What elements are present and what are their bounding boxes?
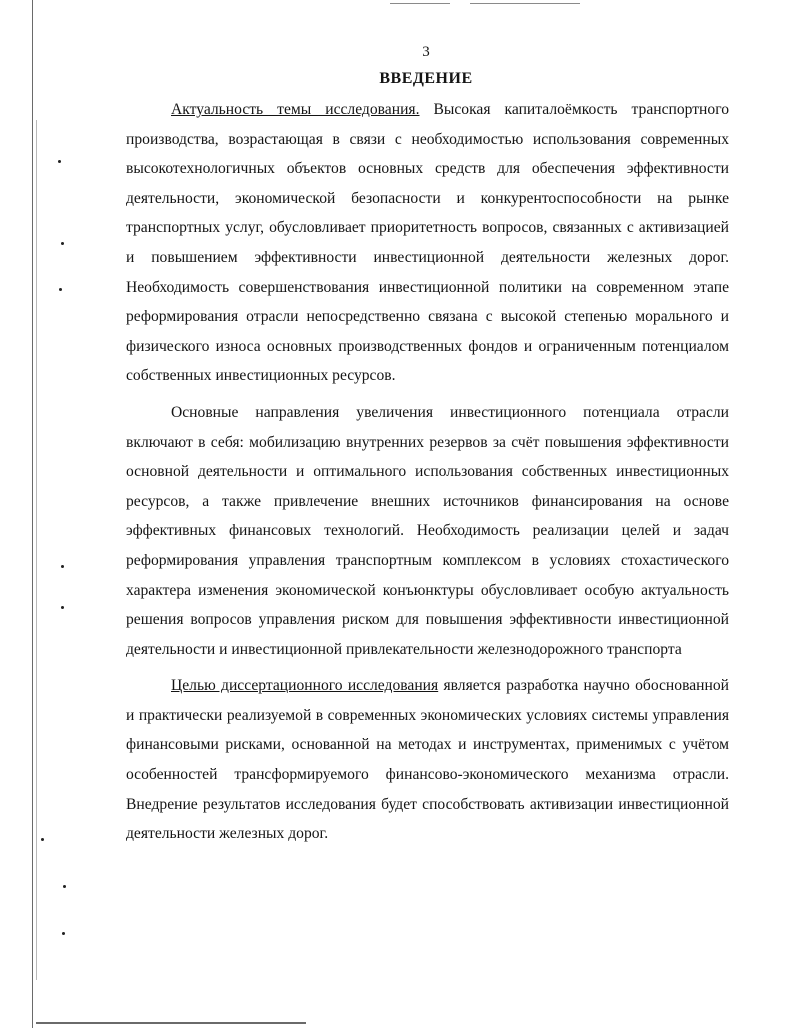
scan-edge-top-2 [470, 3, 580, 4]
scan-edge-bottom [36, 1022, 306, 1024]
scan-speck [63, 885, 66, 888]
paragraph-goal [126, 671, 729, 849]
document-body [126, 95, 729, 849]
scan-speck [61, 242, 64, 245]
scan-speck [61, 565, 64, 568]
scan-speck [41, 838, 44, 841]
paragraph-text: Основные направления увеличения инвестиционного потенциала отрасли включают в себя: мобилизацию внутренних резервов за счёт повышения эффективности основной деятельности и оптимального использования собственных инвестиционных ресурсов, а также привлечение внешних источников финансирования на основе эффективных финансовых технологий. Необходимость реализации целей и задач реформирования управления транспортным комплексом в условиях стохастического характера изменения экономической конъюнктуры обусловливает особую актуальность решения вопросов управления риском для повышения эффективности инвестиционной деятельности и инвестиционной привлекательности железнодорожного транспорта [126, 403, 729, 658]
scan-speck [58, 160, 61, 163]
scan-edge-left [32, 0, 33, 1028]
paragraph-directions [126, 398, 729, 664]
page-title: ВВЕДЕНИЕ [379, 70, 473, 87]
paragraph-text: является разработка научно обоснованной и практически реализуемой в современных экономических условиях системы управления финансовыми рисками, основанной на методах и инструментах, применимых с учётом особенностей трансформируемого финансово-экономического механизма отрасли. Внедрение результатов исследования будет способствовать активизации инвестиционной деятельности железных дорог. [126, 677, 729, 843]
scan-speck [59, 288, 62, 291]
paragraph-text: Высокая капиталоёмкость транспортного производства, возрастающая в связи с необходимостью использования современных высокотехнологичных объектов основных средств для обеспечения эффективности деятельности, экономической безопасности и конкурентоспособности на рынке транспортных услуг, обусловливает приоритетность вопросов, связанных с активизацией и повышением эффективности инвестиционной деятельности железных дорог. Необходимость совершенствования инвестиционной политики на современном этапе реформирования отрасли непосредственно связана с высокой степенью морального и физического износа основных производственных фондов и ограниченным потенциалом собственных инвестиционных ресурсов. [126, 101, 730, 385]
paragraph-lead: Целью диссертационного исследования [171, 677, 439, 695]
scan-edge-top [390, 3, 450, 4]
scan-speck [62, 932, 65, 935]
paragraph-relevance [126, 95, 729, 391]
scan-speck [61, 606, 64, 609]
page-number: 3 [422, 44, 430, 60]
scan-edge-inner [36, 120, 37, 980]
paragraph-lead: Актуальность темы исследования. [171, 101, 420, 118]
